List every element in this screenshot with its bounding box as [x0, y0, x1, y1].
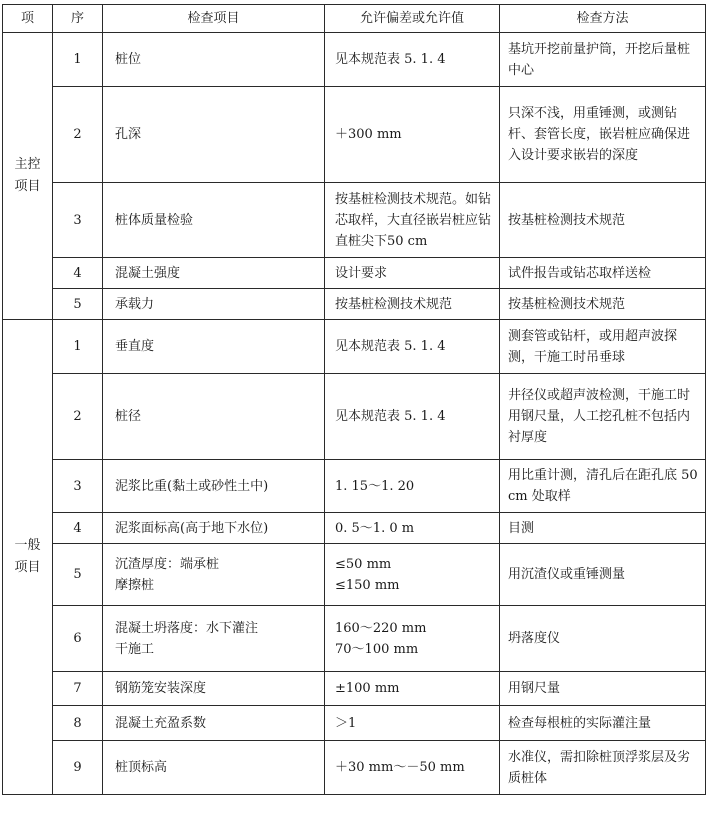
table-row	[3, 258, 706, 289]
row-tolerance: 见本规范表 5. 1. 4	[325, 320, 500, 374]
header-category: 项	[3, 5, 53, 33]
row-method: 用沉渣仪或重锤测量	[500, 544, 706, 606]
row-item: 混凝土充盈系数	[103, 706, 325, 741]
row-item: 垂直度	[103, 320, 325, 374]
row-seq: 5	[53, 544, 103, 606]
row-tolerance: 见本规范表 5. 1. 4	[325, 33, 500, 87]
row-seq: 9	[53, 741, 103, 795]
table-row	[3, 741, 706, 795]
table-row	[3, 544, 706, 606]
group-label-main-control: 主控项目	[3, 33, 53, 320]
row-method: 检查每根桩的实际灌注量	[500, 706, 706, 741]
row-tolerance: 160～220 mm 70～100 mm	[325, 606, 500, 672]
row-method: 只深不浅，用重锤测，或测钻杆、套管长度，嵌岩桩应确保进入设计要求嵌岩的深度	[500, 87, 706, 183]
row-tolerance: 0. 5～1. 0 m	[325, 513, 500, 544]
header-item: 检查项目	[103, 5, 325, 33]
row-seq: 2	[53, 374, 103, 460]
row-seq: 4	[53, 513, 103, 544]
table-row	[3, 706, 706, 741]
row-tolerance: 按基桩检测技术规范	[325, 289, 500, 320]
row-item: 桩顶标高	[103, 741, 325, 795]
table-row	[3, 374, 706, 460]
table-row	[3, 87, 706, 183]
row-method: 试件报告或钻芯取样送检	[500, 258, 706, 289]
row-seq: 4	[53, 258, 103, 289]
row-tolerance: ≤50 mm ≤150 mm	[325, 544, 500, 606]
header-seq: 序	[53, 5, 103, 33]
table-row	[3, 183, 706, 258]
row-tolerance: 设计要求	[325, 258, 500, 289]
row-tolerance: ±100 mm	[325, 672, 500, 706]
row-item: 混凝土强度	[103, 258, 325, 289]
row-seq: 2	[53, 87, 103, 183]
row-item: 沉渣厚度：端承桩 摩擦桩	[103, 544, 325, 606]
header-tolerance: 允许偏差或允许值	[325, 5, 500, 33]
table-row	[3, 672, 706, 706]
row-item: 桩体质量检验	[103, 183, 325, 258]
row-item: 桩径	[103, 374, 325, 460]
inspection-table	[2, 4, 706, 795]
row-tolerance: 见本规范表 5. 1. 4	[325, 374, 500, 460]
row-tolerance: 1. 15～1. 20	[325, 460, 500, 513]
table-row	[3, 289, 706, 320]
header-row	[3, 5, 706, 33]
row-item: 孔深	[103, 87, 325, 183]
table-row	[3, 606, 706, 672]
row-item: 承载力	[103, 289, 325, 320]
row-seq: 5	[53, 289, 103, 320]
row-method: 基坑开挖前量护筒，开挖后量桩中心	[500, 33, 706, 87]
row-item: 桩位	[103, 33, 325, 87]
row-method: 坍落度仪	[500, 606, 706, 672]
row-method: 用比重计测，清孔后在距孔底 50 cm 处取样	[500, 460, 706, 513]
row-method: 测套管或钻杆，或用超声波探测，干施工时吊垂球	[500, 320, 706, 374]
group-label-general: 一般项目	[3, 320, 53, 795]
row-seq: 1	[53, 320, 103, 374]
row-method: 用钢尺量	[500, 672, 706, 706]
row-method: 按基桩检测技术规范	[500, 183, 706, 258]
row-seq: 3	[53, 183, 103, 258]
row-seq: 1	[53, 33, 103, 87]
row-item: 钢筋笼安装深度	[103, 672, 325, 706]
row-method: 井径仪或超声波检测，干施工时用钢尺量，人工挖孔桩不包括内衬厚度	[500, 374, 706, 460]
table-row	[3, 460, 706, 513]
row-item: 泥浆比重(黏土或砂性土中)	[103, 460, 325, 513]
row-method: 目测	[500, 513, 706, 544]
row-seq: 3	[53, 460, 103, 513]
row-seq: 6	[53, 606, 103, 672]
header-method: 检查方法	[500, 5, 706, 33]
row-item: 混凝土坍落度：水下灌注 干施工	[103, 606, 325, 672]
row-tolerance: ＋300 mm	[325, 87, 500, 183]
row-seq: 8	[53, 706, 103, 741]
table-row	[3, 513, 706, 544]
row-seq: 7	[53, 672, 103, 706]
row-tolerance: ＞1	[325, 706, 500, 741]
row-method: 按基桩检测技术规范	[500, 289, 706, 320]
row-tolerance: ＋30 mm～－50 mm	[325, 741, 500, 795]
table-row	[3, 320, 706, 374]
row-tolerance: 按基桩检测技术规范。如钻芯取样，大直径嵌岩桩应钻直桩尖下50 cm	[325, 183, 500, 258]
row-method: 水准仪，需扣除桩顶浮浆层及劣质桩体	[500, 741, 706, 795]
table-row	[3, 33, 706, 87]
row-item: 泥浆面标高(高于地下水位)	[103, 513, 325, 544]
